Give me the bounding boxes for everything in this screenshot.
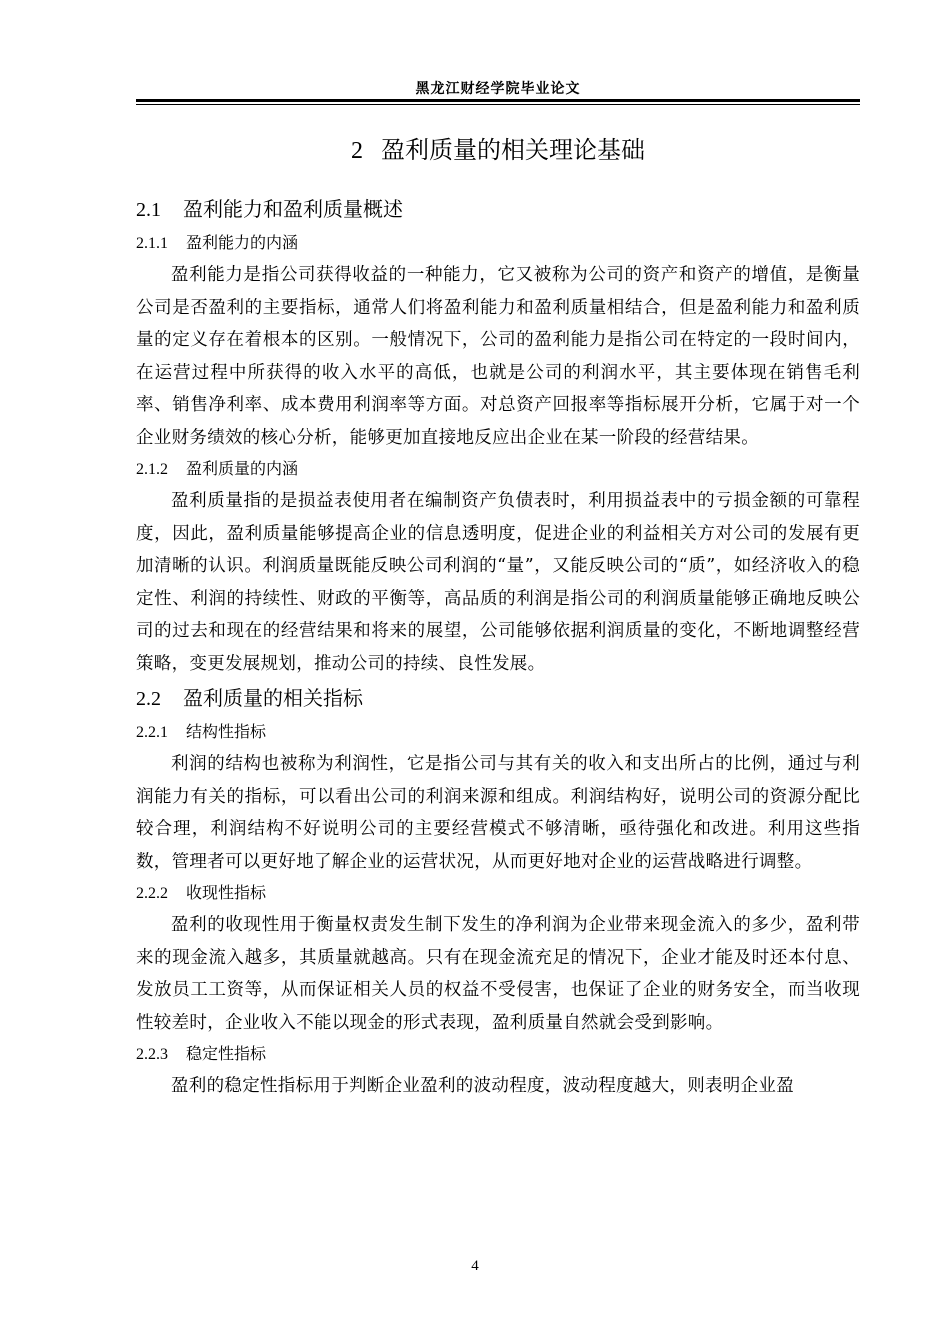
page-number: 4 — [471, 1258, 479, 1274]
chapter-title — [136, 130, 860, 171]
subsection-heading — [136, 454, 860, 485]
body-paragraph: 盈利质量指的是损益表使用者在编制资产负债表时，利用损益表中的亏损金额的可靠程度，因此，盈利质量能够提高企业的信息透明度，促进企业的利益相关方对公司的发展有更加清晰的认识。利润质量既能反映公司利润的“量”，又能反映公司的“质”，如经济收入的稳定性、利润的持续性、财政的平衡等，高品质的利润是指公司的利润质量能够正确地反映公司的过去和现在的经营结果和将来的展望，公司能够依据利润质量的变化，不断地调整经营策略，变更发展规划，推动公司的持续、良性发展。 — [136, 491, 860, 674]
subsection-title: 结构性指标 — [186, 722, 267, 741]
chapter-title-text: 盈利质量的相关理论基础 — [381, 136, 645, 164]
section-number: 2.1 — [136, 199, 161, 221]
section-number: 2.2 — [136, 688, 161, 710]
header-rule-thin — [136, 104, 860, 105]
header-rule-thick — [136, 99, 860, 102]
body-paragraph: 盈利的收现性用于衡量权责发生制下发生的净利润为企业带来现金流入的多少，盈利带来的现金流入越多，其质量就越高。只有在现金流充足的情况下，企业才能及时还本付息、发放员工工资等，从而保证相关人员的权益不受侵害，也保证了企业的财务安全，而当收现性较差时，企业收入不能以现金的形式表现，盈利质量自然就会受到影响。 — [136, 915, 860, 1033]
subsection-number: 2.1.2 — [136, 461, 168, 478]
chapter-number: 2 — [351, 138, 363, 164]
subsection-title: 收现性指标 — [186, 883, 267, 902]
subsection-heading — [136, 1039, 860, 1070]
subsection-title: 稳定性指标 — [186, 1044, 267, 1063]
body-paragraph: 盈利能力是指公司获得收益的一种能力，它又被称为公司的资产和资产的增值，是衡量公司是否盈利的主要指标，通常人们将盈利能力和盈利质量相结合，但是盈利能力和盈利质量的定义存在着根本的区别。一般情况下，公司的盈利能力是指公司在特定的一段时间内，在运营过程中所获得的收入水平的高低，也就是公司的利润水平，其主要体现在销售毛利率、销售净利率、成本费用利润率等方面。对总资产回报率等指标展开分析，它属于对一个企业财务绩效的核心分析，能够更加直接地反应出企业在某一阶段的经营结果。 — [136, 265, 860, 448]
body-paragraph: 利润的结构也被称为利润性，它是指公司与其有关的收入和支出所占的比例，通过与利润能力有关的指标，可以看出公司的利润来源和组成。利润结构好，说明公司的资源分配比较合理，利润结构不好说明公司的主要经营模式不够清晰，亟待强化和改进。利用这些指数，管理者可以更好地了解企业的运营状况，从而更好地对企业的运营战略进行调整。 — [136, 754, 860, 872]
section-heading — [136, 680, 860, 717]
running-header: 黑龙江财经学院毕业论文 — [415, 81, 581, 97]
section-title: 盈利质量的相关指标 — [183, 686, 363, 710]
subsection-heading — [136, 717, 860, 748]
subsection-title: 盈利质量的内涵 — [186, 459, 299, 478]
page-body — [136, 130, 860, 1103]
subsection-number: 2.2.3 — [136, 1046, 168, 1063]
subsection-number: 2.2.1 — [136, 724, 168, 741]
subsection-number: 2.2.2 — [136, 885, 168, 902]
subsection-heading — [136, 878, 860, 909]
body-paragraph: 盈利的稳定性指标用于判断企业盈利的波动程度，波动程度越大，则表明企业盈 — [171, 1076, 794, 1096]
subsection-title: 盈利能力的内涵 — [186, 233, 299, 252]
section-heading — [136, 191, 860, 228]
subsection-heading — [136, 228, 860, 259]
section-title: 盈利能力和盈利质量概述 — [183, 197, 403, 221]
subsection-number: 2.1.1 — [136, 235, 168, 252]
